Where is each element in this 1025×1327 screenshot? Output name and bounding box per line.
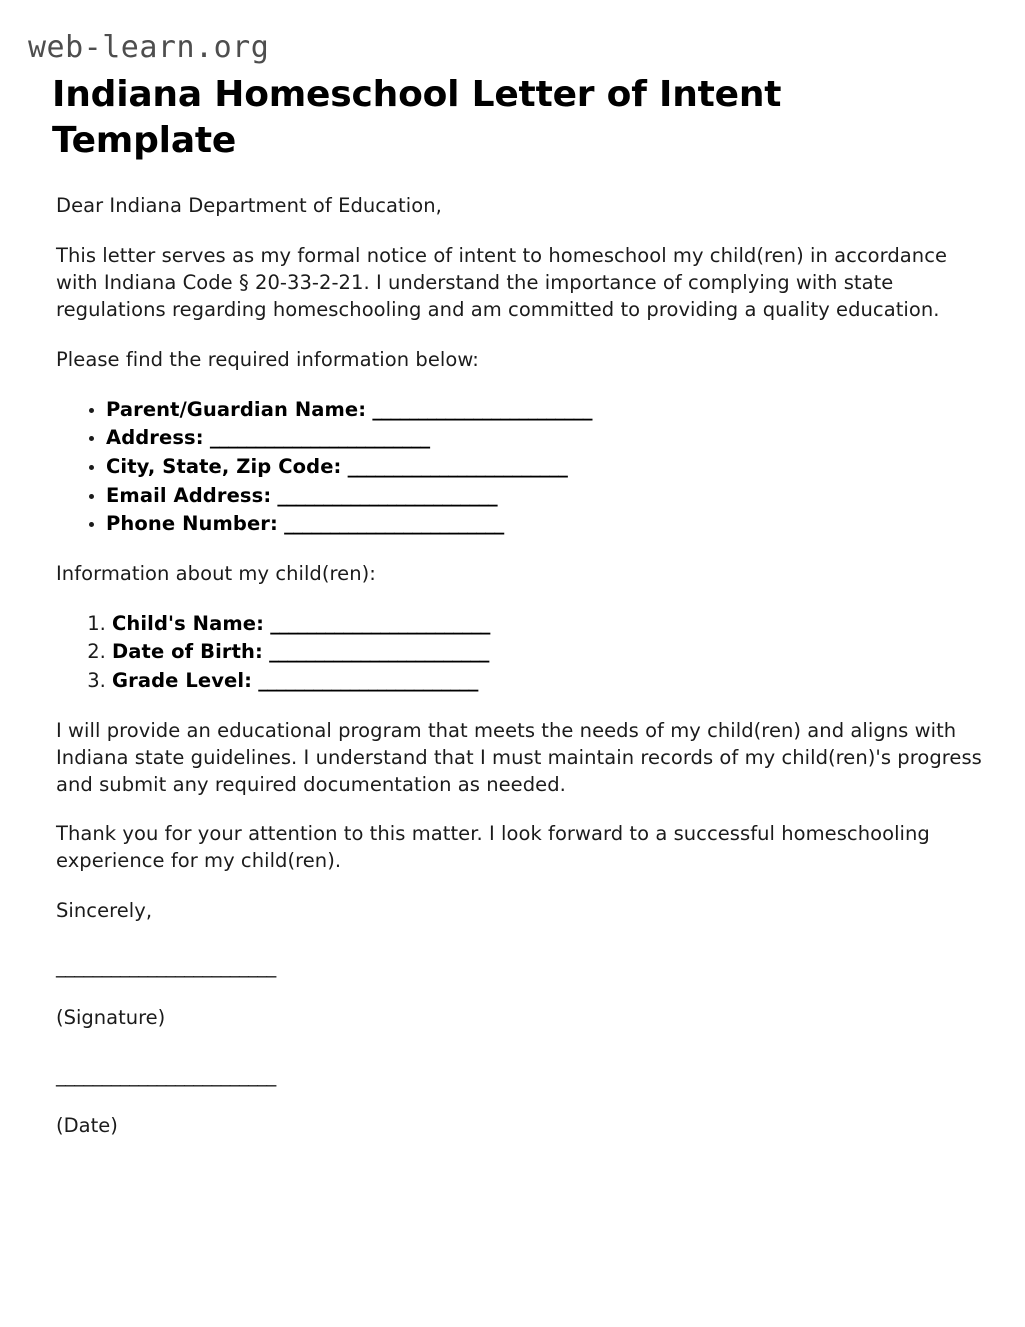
field-label: Phone Number: — [106, 512, 278, 536]
field-blank[interactable]: ________________________ — [270, 611, 490, 635]
field-label: Email Address: — [106, 483, 272, 507]
date-caption: (Date) — [56, 1114, 118, 1138]
sign-off: Sincerely, — [56, 899, 153, 923]
field-blank[interactable]: ________________________ — [258, 669, 478, 693]
page-title: Indiana Homeschool Letter of Intent Template — [52, 74, 782, 162]
child-info-lead: Information about my child(ren): — [56, 561, 376, 585]
field-blank[interactable]: ________________________ — [284, 512, 504, 536]
field-label: Parent/Guardian Name: — [106, 397, 367, 421]
commitment-paragraph: I will provide an educational program that meets the needs of my child(ren) and aligns with Indiana state guidelines. I understand that I must maintain records of my child(ren)'s progress and submit any required documentation as needed. — [56, 718, 982, 796]
field-blank[interactable]: ________________________ — [209, 426, 430, 450]
field-label: Child's Name: — [112, 611, 265, 635]
intro-paragraph: This letter serves as my formal notice of intent to homeschool my child(ren) in accordance with Indiana Code § 20-33-2-21. I understand the importance of complying with state regulations regarding homeschooling and am committed to providing a quality education. — [56, 243, 948, 321]
list-item — [112, 610, 986, 639]
date-line[interactable]: ________________________ — [56, 1063, 276, 1087]
list-item — [112, 667, 986, 696]
field-blank[interactable]: ________________________ — [277, 483, 498, 507]
field-blank[interactable]: ________________________ — [269, 640, 489, 664]
salutation: Dear Indiana Department of Education, — [56, 194, 442, 217]
site-brand-watermark: web-learn.org — [28, 30, 270, 65]
field-label: City, State, Zip Code: — [106, 454, 342, 478]
parent-field-list — [56, 396, 986, 539]
closing-paragraph: Thank you for your attention to this matter. I look forward to a successful homeschooling experience for my child(ren). — [56, 822, 930, 873]
list-item — [106, 396, 986, 425]
signature-caption: (Signature) — [56, 1005, 166, 1029]
list-item — [106, 510, 986, 539]
field-blank[interactable]: ________________________ — [372, 397, 592, 421]
required-info-lead: Please find the required information below: — [56, 347, 479, 371]
field-label: Grade Level: — [112, 669, 253, 693]
list-item — [106, 453, 986, 482]
field-blank[interactable]: ________________________ — [347, 454, 568, 478]
signature-block — [56, 955, 986, 1138]
list-item — [106, 424, 986, 453]
list-item — [106, 482, 986, 511]
child-field-list — [56, 610, 986, 696]
signature-line[interactable]: ________________________ — [56, 955, 276, 979]
list-item — [112, 638, 986, 667]
field-label: Address: — [106, 426, 204, 450]
field-label: Date of Birth: — [112, 640, 263, 664]
letter-body — [56, 193, 986, 1139]
